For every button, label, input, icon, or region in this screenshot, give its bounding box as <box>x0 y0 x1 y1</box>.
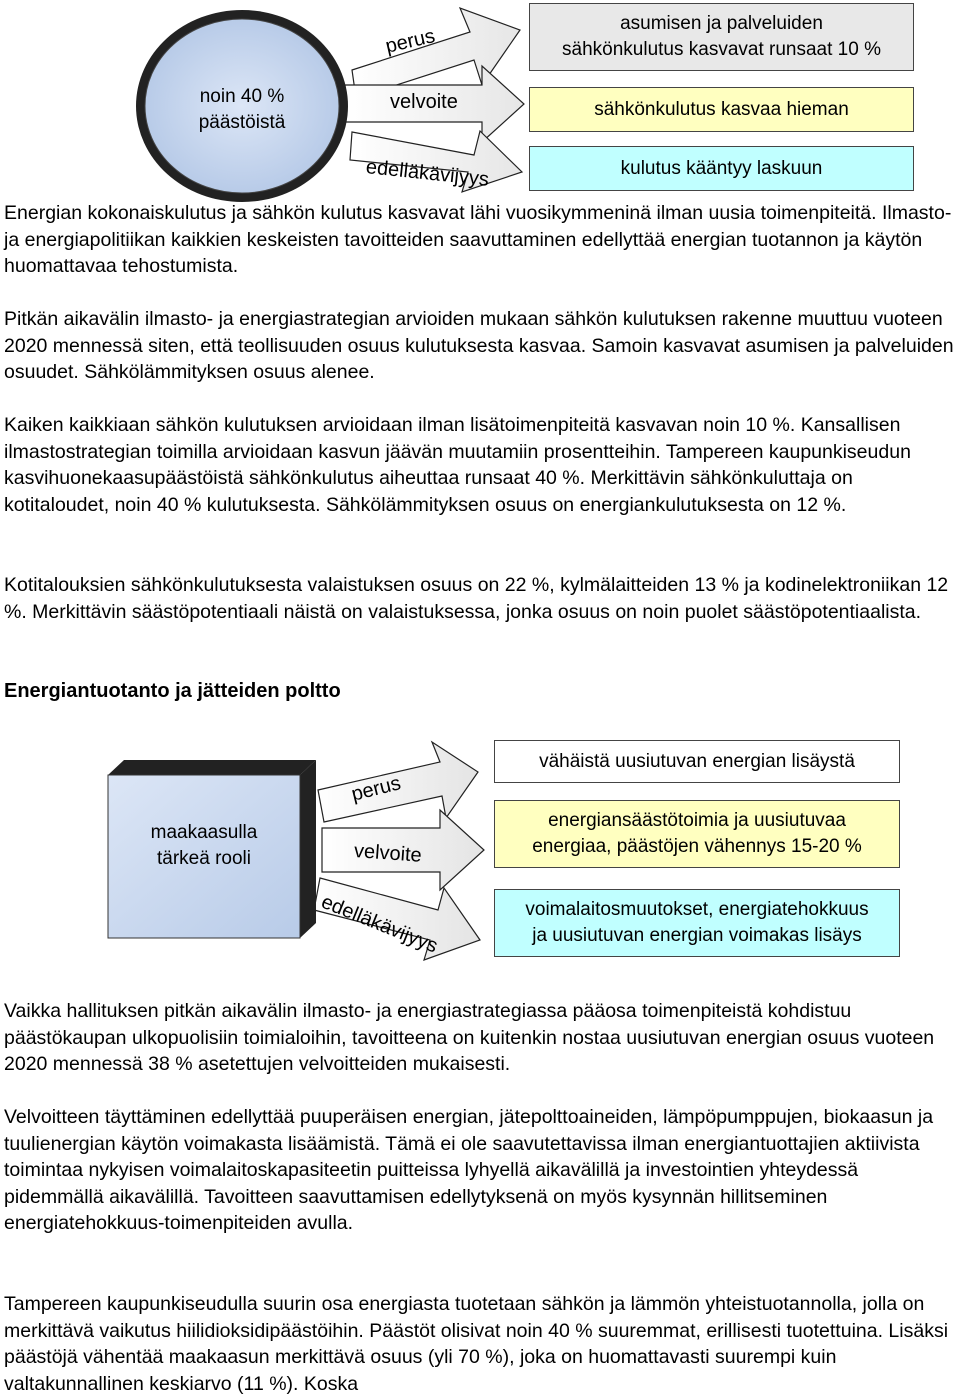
paragraph-1: Energian kokonaiskulutus ja sähkön kulutus kasvavat lähi vuosikymmeninä ilman uusia toimenpiteitä. Ilmasto- ja energiapolitiikan kaikkien keskeisten tavoitteiden saavuttaminen edellyttää energian tuotannon ja käytön huomattavaa tehostumista. <box>4 202 952 277</box>
arrow2-label-edellakavijyys: edelläkävijyys <box>318 890 441 958</box>
circle-label: noin 40 % päästöistä <box>198 86 286 133</box>
arrow2-label-perus: perus <box>349 772 404 806</box>
arrow2-label-velvoite: velvoite <box>353 840 423 867</box>
arrow-label-perus: perus <box>383 25 438 58</box>
paragraph-6: Velvoitteen täyttäminen edellyttää puuperäisen energian, jätepolttoaineiden, lämpöpumppujen, biokaasun ja tuulienergian käytön voimakasta lisäämistä. Tämä ei ole saavutettavissa ilman energiantuottajien aktiivista toimintaa nykyisen voimalaitoskapasiteetin puitteissa lyhyellä aikavälillä ja investointien yhteydessä pidemmällä aikavälillä. Tavoitteen saavuttamisen edellytyksenä on myös kysynnän hillitseminen energiatehokkuus-toimenpiteiden avulla. <box>4 1106 934 1234</box>
outcome-box-1: asumisen ja palveluiden sähkönkulutus kasvavat runsaat 10 % <box>529 3 914 71</box>
outcome-box-2: sähkönkulutus kasvaa hieman <box>529 87 914 132</box>
arrow-label-velvoite: velvoite <box>390 91 458 113</box>
outcome2-box-1: vähäistä uusiutuvan energian lisäystä <box>494 740 900 783</box>
outcome-box-3: kulutus kääntyy laskuun <box>529 146 914 191</box>
section-heading: Energiantuotanto ja jätteiden poltto <box>4 680 341 702</box>
paragraph-4: Kotitalouksien sähkönkulutuksesta valaistuksen osuus on 22 %, kylmälaitteiden 13 % ja kodinelektroniikan 12 %. Merkittävin säästöpotentiaali näistä on valaistuksessa, jonka osuus on noin puolet säästöpotentiaalista. <box>4 574 949 623</box>
arrow-label-edellakavijyys: edelläkävijyys <box>364 156 490 191</box>
outcome2-box-2: energiansäästötoimia ja uusiutuvaa energiaa, päästöjen vähennys 15-20 % <box>494 800 900 868</box>
outcome2-box-3: voimalaitosmuutokset, energiatehokkuus ja uusiutuvan energian voimakas lisäys <box>494 889 900 957</box>
paragraph-2: Pitkän aikavälin ilmasto- ja energiastrategian arvioiden mukaan sähkön kulutuksen rakenne muuttuu vuoteen 2020 mennessä siten, että teollisuuden osuus kulutuksesta kasvaa. Samoin kasvavat asumisen ja palveluiden osuudet. Sähkölämmityksen osuus alenee. <box>4 308 954 383</box>
source-shadow-side <box>300 760 316 938</box>
paragraph-3: Kaiken kaikkiaan sähkön kulutuksen arvioidaan ilman lisätoimenpiteitä kasvavan noin 10 %. Kansallisen ilmastostrategian toimilla arvioidaan kasvun jäävän muutamiin prosentteihin. Tampereen kaupunkiseudun kasvihuonekaasupäästöistä sähkönkulutus aiheuttaa runsaat 40 %. Merkittävin sähkönkuluttaja on kotitaloudet, noin 40 % kulutuksesta. Sähkölämmityksen osuus on energiankulutuksesta on 12 %. <box>4 414 911 516</box>
source-shadow-top <box>108 760 316 775</box>
source-label: maakaasulla tärkeä rooli <box>150 822 258 869</box>
paragraph-5: Vaikka hallituksen pitkän aikavälin ilmasto- ja energiastrategiassa pääosa toimenpiteistä kohdistuu päästökaupan ulkopuolisiin toimialoihin, tavoitteena on kuitenkin nostaa uusiutuvan energian osuus vuoteen 2020 mennessä 38 % asetettujen velvoitteiden mukaisesti. <box>4 1000 935 1075</box>
paragraph-7: Tampereen kaupunkiseudulla suurin osa energiasta tuotetaan sähkön ja lämmön yhteistuotannolla, jolla on merkittävä vaikutus hiilidioksidipäästöihin. Päästöt olisivat noin 40 % suuremmat, erillisesti tuotettuina. Lisäksi päästöjä vähentää maakaasun merkittävä osuus (yli 70 %), joka on huomattavasti suurempi kuin valtakunnallinen keskiarvo (11 %). Koska <box>4 1293 949 1395</box>
